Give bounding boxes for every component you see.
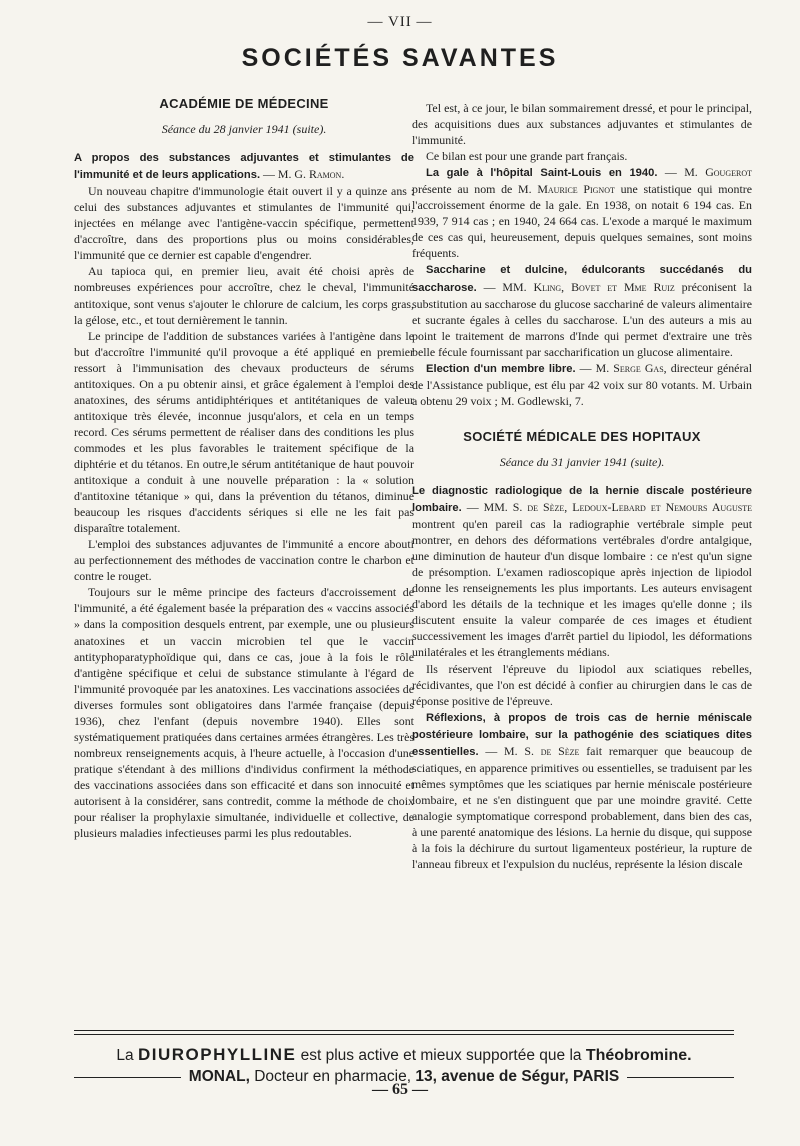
left-column [74,96,414,841]
divider [627,1077,734,1078]
author-dash: — M. [575,360,614,375]
article-author: de Sèze, Ledoux-Lebard et Nemours Auguste [527,500,752,515]
paragraph: L'emploi des substances adjuvantes de l'immunité a encore abouti au perfectionnement des méthodes de vaccination contre le charbon et contre le rouget. [74,537,414,584]
reflexions-paragraph [412,709,752,872]
roman-page-number: — VII — [367,14,433,30]
seance-date: Séance du 28 janvier 1941 (suite). [161,122,327,137]
text: , directeur général de l'Assistance publique, est élu par 42 voix sur 80 votants. M. Urbain a obtenu 29 voix ; M. Godlewski, 7. [412,360,753,408]
author-dash: — M. S. [478,743,541,758]
author-dash: — M. G. [260,167,309,182]
society-heading: ACADÉMIE DE MÉDECINE [159,96,329,111]
author-dash: — MM. S. [461,500,528,515]
article-title: A propos des substances adjuvantes et stimulantes de l'immunité et de leurs applications. [74,152,414,182]
gale-paragraph [412,164,752,261]
seance-date: Séance du 31 janvier 1941 (suite). [499,454,665,469]
brand-name: Théobromine. [585,1047,692,1064]
paragraph: Ils réservent l'épreuve du lipiodol aux sciatiques rebelles, récidivantes, que l'on est décidé à confier au chirurgien dans le cas de réponse positive de l'épreuve. [412,661,752,708]
text: présente au nom de M. [412,182,538,197]
text: montrent qu'en pareil cas la radiographie vertébrale simple peut montrer, en dehors des déformations vertébrales d'ordre antalgique, une diminution de hauteur d'un disque lombaire : ce n'est qu'un signe de présomption. L'examen radioscopique après injection de lipiodol donne les renseignements les plus importants. Les auteurs envisagent d'abord les détails de la technique et les images qu'elle donne ; ils discutent ensuite la valeur comparée de ces images et étudient successivement les images d'arrêt partiel du lipiodol, les déformations unilatérales et les étranglements médians. [412,517,752,660]
text: fait remarquer que beaucoup de sciatiques, en apparence primitives ou essentielles, se traduisent par les mêmes symptômes que les sciatiques par hernie méniscale postérieure lombaire, et ne s'en distinguent que par une moindre gravité. Cette analogie symptomatique correspond probablement, dans bien des cas, à une parenté anatomique des lésions. La hernie du disque, qui suppose à la fois la déchirure du surtout ligamenteux postérieur, la rupture de l'anneau fibreux et l'expulsion du nucléus, représente la lésion discale [412,743,752,872]
page-number: — 65 — [372,1081,428,1098]
article-title: Election d'un membre libre. [426,362,576,375]
advertisement [74,1030,734,1086]
article-author: Ramon. [308,167,345,182]
paragraph: Toujours sur le même principe des facteurs d'accroissement de l'immunité, a été également basée la préparation des « vaccins associés » dans la composition desquels entrent, par exemple, une ou plusieurs anatoxines et un vaccin microbien tel que le vaccin antityphoparatyphoïdique qui, dans ce cas, joue à la fois le rôle d'antigène spécifique et celui de substance stimulante à l'égard de l'immunité provoquée par les anatoxines. Les vaccinations associées de diverses formules sont obligatoires dans l'armée française (depuis 1936), chez l'enfant (depuis novembre 1940). Elles sont systématiquement pratiquées dans certaines armées étrangères. Les très nombreux renseignements acquis, à l'heure actuelle, à l'occasion d'une pratique s'étendant à des millions d'individus confirment la méthode des vaccinations associées dans son efficacité et dans son innocuité et autorisent à la considérer, sans contredit, comme la méthode de choix pour réaliser la prophylaxie simultanée, individuelle et collective, de plusieurs maladies infectieuses parmi les plus redoutables. [74,585,414,841]
ad-text: Docteur en pharmacie, [249,1068,416,1085]
text: préconisent la substitution au saccharose du glucose sacchariné de valeurs alimentaire et sucrante égales à celles du saccharose. L'un des auteurs a mis au point le traitement de marrons d'Inde qui permet d'extraire une très belle fécule fournissant par saccharification un glucose alimentaire. [412,279,752,359]
author-dash: — MM. [476,279,534,294]
ad-line-1 [74,1045,734,1065]
brand-name: DIUROPHYLLINE [137,1045,297,1064]
article-author: Maurice Pignot [537,182,615,197]
divider [74,1077,181,1078]
article-author: Kling, Bovet et Mme Ruiz [533,279,675,294]
paragraph: Au tapioca qui, en premier lieu, avait été choisi après de nombreuses expériences pour accroître, chez le cheval, l'immunité antitoxique, sont venus s'ajouter le chlorure de calcium, les corps gras, la gélose, etc., et tout dernièrement le tannin. [74,264,414,327]
paragraph: Le principe de l'addition de substances variées à l'antigène dans le but d'accroître l'immunité qu'il provoque a été appliqué en premier ressort à l'immunisation des chevaux producteurs de sérums antitoxiques. On a pu obtenir ainsi, et grâce également à l'emploi des anatoxines, des sérums antidiphtériques et antitétaniques de valeur antitoxique très élevée, inconnue jusqu'alors, et cela en un temps record. Ces sérums permettent de réaliser dans des conditions les plus commodes et les plus favorables le traitement spécifique de la diphtérie et du tétanos. En outre,le sérum antitétanique de haut pouvoir antitoxique a conduit à une nouvelle préparation : la « solution d'antitoxine tétanique » qui, dans la prévention du tétanos, diminue beaucoup les risques d'accidents sériques si elle ne les fait pas disparaître totalement. [74,328,414,536]
paragraph: Un nouveau chapitre d'immunologie était ouvert il y a quinze ans : celui des substances adjuvantes et stimulantes de l'immunité qui, injectées en mélange avec l'antigène-vaccin spécifique, permettent d'accroître, dans des proportions plus ou moins considérables, l'immunité que ce dernier est capable d'engendrer. [74,184,414,263]
article-title: Réflexions, à propos de trois cas de hernie méniscale postérieure lombaire, sur la pathogénie des sciatiques dites essentielles. [412,711,752,758]
article-author: de Sèze [540,743,580,758]
saccharine-paragraph [412,261,752,359]
society-heading: SOCIÉTÉ MÉDICALE DES HOPITAUX [463,428,701,444]
hernie-paragraph [412,482,752,661]
author-dash: — M. [657,165,706,180]
article-title: Le diagnostic radiologique de la hernie discale postérieure lombaire. [412,484,752,515]
election-paragraph [412,360,752,409]
article-author: Gougerot [705,165,752,180]
paragraph: Tel est, à ce jour, le bilan sommairement dressé, et pour le principal, des acquisitions dues aux substances adjuvantes et stimulantes de l'immunité. [412,101,752,148]
divider [74,1030,734,1035]
text: une statistique qui montre l'accroissement énorme de la gale. En 1938, on notait 6 194 cas. En 1939, 7 914 cas ; en 1940, 24 664 cas. L'exode a marqué le maximum de ces cas qui, heureusement, depuis quelques semaines, sont moins fréquents. [412,182,752,261]
right-column [412,100,752,872]
article-heading [74,149,414,183]
ad-text: La [116,1047,138,1064]
section-title: SOCIÉTÉS SAVANTES [241,44,559,72]
article-title: La gale à l'hôpital Saint-Louis en 1940. [426,167,658,180]
street-address: 13, avenue de Ségur, PARIS [415,1068,620,1085]
company-name: MONAL, [188,1068,250,1085]
paragraph: Ce bilan est pour une grande part français. [426,149,628,164]
article-title: Saccharine et dulcine, édulcorants succédanés du saccharose. [412,264,752,294]
article-author: Serge Gas [613,360,664,375]
ad-text: est plus active et mieux supportée que la [296,1047,586,1064]
